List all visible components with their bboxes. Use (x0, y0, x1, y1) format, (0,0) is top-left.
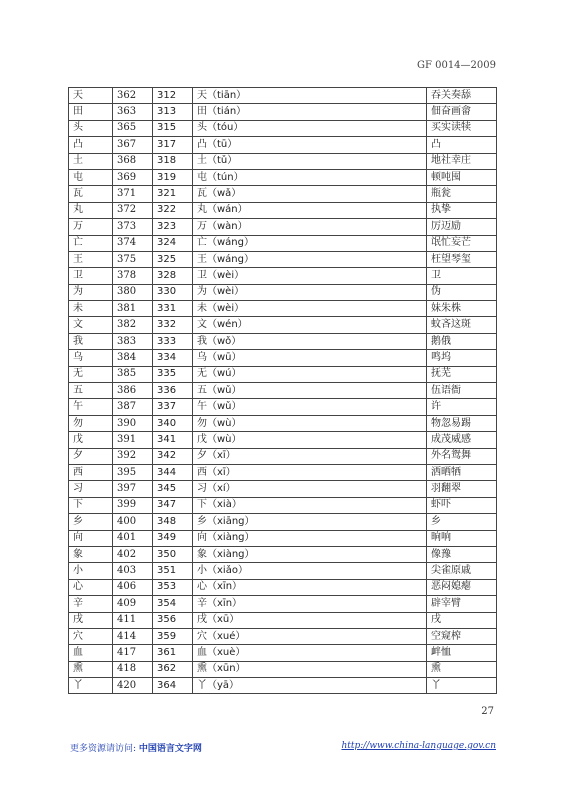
row-index: 368 (113, 153, 153, 169)
row-examples: 鸣坞 (427, 350, 497, 366)
row-seq: 356 (153, 612, 193, 628)
table-row (69, 415, 497, 431)
row-seq: 342 (153, 448, 193, 464)
row-char: 乌 (69, 350, 113, 366)
row-examples: 物忽易踢 (427, 415, 497, 431)
row-examples: 丫 (427, 678, 497, 694)
row-pinyin: 乌（wū） (193, 350, 427, 366)
row-examples: 戌 (427, 612, 497, 628)
row-index: 371 (113, 186, 153, 202)
row-examples: 乡 (427, 514, 497, 530)
row-examples: 蚊吝这斑 (427, 317, 497, 333)
row-pinyin: 万（wàn） (193, 219, 427, 235)
row-examples: 虾吓 (427, 497, 497, 513)
row-index: 386 (113, 383, 153, 399)
row-pinyin: 为（wèi） (193, 284, 427, 300)
row-index: 375 (113, 251, 153, 267)
row-char: 熏 (69, 661, 113, 677)
row-seq: 325 (153, 251, 193, 267)
row-char: 午 (69, 399, 113, 415)
row-examples: 晌响 (427, 530, 497, 546)
row-seq: 351 (153, 563, 193, 579)
table-row (69, 268, 497, 284)
row-seq: 340 (153, 415, 193, 431)
row-index: 365 (113, 120, 153, 136)
page-number: 27 (481, 706, 494, 717)
row-index: 402 (113, 546, 153, 562)
row-examples: 顿吨囤 (427, 169, 497, 185)
row-examples: 买实读犊 (427, 120, 497, 136)
row-char: 土 (69, 153, 113, 169)
footer-resource-note (70, 741, 202, 754)
row-char: 万 (69, 219, 113, 235)
row-pinyin: 卫（wèi） (193, 268, 427, 284)
table-row (69, 579, 497, 595)
row-examples: 鹅俄 (427, 333, 497, 349)
row-index: 420 (113, 678, 153, 694)
row-char: 无 (69, 366, 113, 382)
row-pinyin: 我（wǒ） (193, 333, 427, 349)
row-examples: 伍语衙 (427, 383, 497, 399)
table-row (69, 186, 497, 202)
row-examples: 伪 (427, 284, 497, 300)
row-pinyin: 田（tián） (193, 104, 427, 120)
table-row (69, 333, 497, 349)
row-examples: 恶闷媳瘪 (427, 579, 497, 595)
row-index: 406 (113, 579, 153, 595)
row-seq: 347 (153, 497, 193, 513)
row-seq: 328 (153, 268, 193, 284)
row-pinyin: 夕（xī） (193, 448, 427, 464)
table-row (69, 497, 497, 513)
table-row (69, 678, 497, 694)
row-char: 文 (69, 317, 113, 333)
row-pinyin: 未（wèi） (193, 301, 427, 317)
table-row (69, 169, 497, 185)
row-pinyin: 向（xiàng） (193, 530, 427, 546)
row-pinyin: 小（xiǎo） (193, 563, 427, 579)
row-seq: 312 (153, 88, 193, 104)
row-seq: 336 (153, 383, 193, 399)
table-row (69, 350, 497, 366)
row-index: 409 (113, 596, 153, 612)
row-char: 下 (69, 497, 113, 513)
table-row (69, 153, 497, 169)
row-pinyin: 习（xí） (193, 481, 427, 497)
table-row (69, 104, 497, 120)
row-pinyin: 血（xuè） (193, 645, 427, 661)
row-examples: 羽翻翠 (427, 481, 497, 497)
row-examples: 熏 (427, 661, 497, 677)
row-char: 向 (69, 530, 113, 546)
row-char: 天 (69, 88, 113, 104)
table-row (69, 219, 497, 235)
row-seq: 315 (153, 120, 193, 136)
table-row (69, 137, 497, 153)
row-index: 397 (113, 481, 153, 497)
row-examples: 抚芜 (427, 366, 497, 382)
row-index: 369 (113, 169, 153, 185)
footer-url-link[interactable]: http://www.china-language.gov.cn (341, 741, 496, 751)
row-pinyin: 象（xiàng） (193, 546, 427, 562)
row-seq: 331 (153, 301, 193, 317)
table-row (69, 120, 497, 136)
row-pinyin: 戌（xū） (193, 612, 427, 628)
row-seq: 353 (153, 579, 193, 595)
row-pinyin: 凸（tū） (193, 137, 427, 153)
row-index: 373 (113, 219, 153, 235)
row-char: 辛 (69, 596, 113, 612)
row-index: 372 (113, 202, 153, 218)
row-seq: 354 (153, 596, 193, 612)
row-examples: 吞关奏舔 (427, 88, 497, 104)
row-examples: 执挚 (427, 202, 497, 218)
row-pinyin: 五（wǔ） (193, 383, 427, 399)
row-examples: 瓶瓮 (427, 186, 497, 202)
row-examples: 许 (427, 399, 497, 415)
row-index: 417 (113, 645, 153, 661)
row-char: 西 (69, 464, 113, 480)
row-char: 头 (69, 120, 113, 136)
row-pinyin: 勿（wù） (193, 415, 427, 431)
row-seq: 332 (153, 317, 193, 333)
row-index: 381 (113, 301, 153, 317)
row-examples: 氓忙妄芒 (427, 235, 497, 251)
row-seq: 362 (153, 661, 193, 677)
row-pinyin: 瓦（wǎ） (193, 186, 427, 202)
table-row (69, 366, 497, 382)
row-index: 399 (113, 497, 153, 513)
table-row (69, 88, 497, 104)
row-index: 390 (113, 415, 153, 431)
row-examples: 空窥榨 (427, 628, 497, 644)
row-index: 362 (113, 88, 153, 104)
row-examples: 成茂威感 (427, 432, 497, 448)
row-index: 383 (113, 333, 153, 349)
row-examples: 外名鸳舞 (427, 448, 497, 464)
row-pinyin: 头（tóu） (193, 120, 427, 136)
row-char: 凸 (69, 137, 113, 153)
table-row (69, 383, 497, 399)
row-seq: 341 (153, 432, 193, 448)
row-char: 屯 (69, 169, 113, 185)
footer-brand[interactable]: 中国语言文字网 (138, 744, 202, 754)
row-char: 未 (69, 301, 113, 317)
row-char: 乡 (69, 514, 113, 530)
table-row (69, 481, 497, 497)
table-row (69, 546, 497, 562)
row-seq: 323 (153, 219, 193, 235)
row-seq: 319 (153, 169, 193, 185)
row-pinyin: 亡（wáng） (193, 235, 427, 251)
row-char: 穴 (69, 628, 113, 644)
row-char: 丸 (69, 202, 113, 218)
row-examples: 地社幸庄 (427, 153, 497, 169)
row-seq: 324 (153, 235, 193, 251)
row-index: 384 (113, 350, 153, 366)
row-pinyin: 屯（tún） (193, 169, 427, 185)
table-row (69, 661, 497, 677)
footer-prefix: 更多资源请访问: (70, 744, 137, 754)
row-char: 我 (69, 333, 113, 349)
table-row (69, 235, 497, 251)
row-seq: 348 (153, 514, 193, 530)
row-index: 382 (113, 317, 153, 333)
table-row (69, 432, 497, 448)
row-pinyin: 乡（xiāng） (193, 514, 427, 530)
row-pinyin: 戊（wù） (193, 432, 427, 448)
table-row (69, 399, 497, 415)
table-row (69, 301, 497, 317)
row-examples: 辟宰臂 (427, 596, 497, 612)
row-pinyin: 无（wú） (193, 366, 427, 382)
row-index: 403 (113, 563, 153, 579)
table-row (69, 514, 497, 530)
row-pinyin: 熏（xūn） (193, 661, 427, 677)
table-row (69, 563, 497, 579)
row-char: 亡 (69, 235, 113, 251)
row-index: 374 (113, 235, 153, 251)
row-char: 丫 (69, 678, 113, 694)
row-seq: 334 (153, 350, 193, 366)
row-seq: 361 (153, 645, 193, 661)
row-examples: 凸 (427, 137, 497, 153)
table-row (69, 612, 497, 628)
row-seq: 317 (153, 137, 193, 153)
row-index: 414 (113, 628, 153, 644)
row-examples: 妹朱株 (427, 301, 497, 317)
row-index: 418 (113, 661, 153, 677)
row-index: 391 (113, 432, 153, 448)
row-char: 田 (69, 104, 113, 120)
row-pinyin: 西（xī） (193, 464, 427, 480)
row-seq: 345 (153, 481, 193, 497)
row-pinyin: 心（xīn） (193, 579, 427, 595)
row-seq: 349 (153, 530, 193, 546)
row-seq: 313 (153, 104, 193, 120)
character-table (68, 87, 497, 694)
row-char: 五 (69, 383, 113, 399)
row-examples: 卫 (427, 268, 497, 284)
row-index: 400 (113, 514, 153, 530)
table-row (69, 251, 497, 267)
row-index: 395 (113, 464, 153, 480)
row-seq: 359 (153, 628, 193, 644)
row-index: 411 (113, 612, 153, 628)
row-char: 卫 (69, 268, 113, 284)
row-seq: 350 (153, 546, 193, 562)
row-seq: 322 (153, 202, 193, 218)
row-seq: 344 (153, 464, 193, 480)
row-index: 363 (113, 104, 153, 120)
row-seq: 337 (153, 399, 193, 415)
row-pinyin: 穴（xué） (193, 628, 427, 644)
row-char: 小 (69, 563, 113, 579)
row-char: 戊 (69, 432, 113, 448)
row-char: 勿 (69, 415, 113, 431)
row-pinyin: 土（tǔ） (193, 153, 427, 169)
row-char: 心 (69, 579, 113, 595)
row-seq: 333 (153, 333, 193, 349)
row-seq: 318 (153, 153, 193, 169)
row-examples: 佃奋画畲 (427, 104, 497, 120)
row-char: 戌 (69, 612, 113, 628)
standard-id: GF 0014—2009 (416, 60, 496, 71)
row-examples: 像豫 (427, 546, 497, 562)
table-row (69, 317, 497, 333)
row-index: 367 (113, 137, 153, 153)
row-pinyin: 王（wáng） (193, 251, 427, 267)
row-pinyin: 辛（xīn） (193, 596, 427, 612)
table-row (69, 628, 497, 644)
row-index: 380 (113, 284, 153, 300)
row-pinyin: 午（wǔ） (193, 399, 427, 415)
row-seq: 364 (153, 678, 193, 694)
row-seq: 330 (153, 284, 193, 300)
row-char: 为 (69, 284, 113, 300)
table-row (69, 464, 497, 480)
table-row (69, 448, 497, 464)
row-char: 习 (69, 481, 113, 497)
row-examples: 枉望琴玺 (427, 251, 497, 267)
row-pinyin: 天（tiān） (193, 88, 427, 104)
table-row (69, 645, 497, 661)
table-row (69, 284, 497, 300)
row-char: 夕 (69, 448, 113, 464)
row-char: 瓦 (69, 186, 113, 202)
row-index: 392 (113, 448, 153, 464)
row-char: 血 (69, 645, 113, 661)
row-pinyin: 丸（wán） (193, 202, 427, 218)
row-pinyin: 文（wén） (193, 317, 427, 333)
table-row (69, 530, 497, 546)
row-index: 387 (113, 399, 153, 415)
row-examples: 厉迈励 (427, 219, 497, 235)
row-pinyin: 丫（yā） (193, 678, 427, 694)
table-row (69, 596, 497, 612)
row-index: 401 (113, 530, 153, 546)
row-examples: 衅恤 (427, 645, 497, 661)
row-char: 王 (69, 251, 113, 267)
row-index: 378 (113, 268, 153, 284)
table-row (69, 202, 497, 218)
row-char: 象 (69, 546, 113, 562)
row-examples: 尖雀原戚 (427, 563, 497, 579)
row-examples: 洒晒牺 (427, 464, 497, 480)
row-pinyin: 下（xià） (193, 497, 427, 513)
row-seq: 321 (153, 186, 193, 202)
row-seq: 335 (153, 366, 193, 382)
row-index: 385 (113, 366, 153, 382)
